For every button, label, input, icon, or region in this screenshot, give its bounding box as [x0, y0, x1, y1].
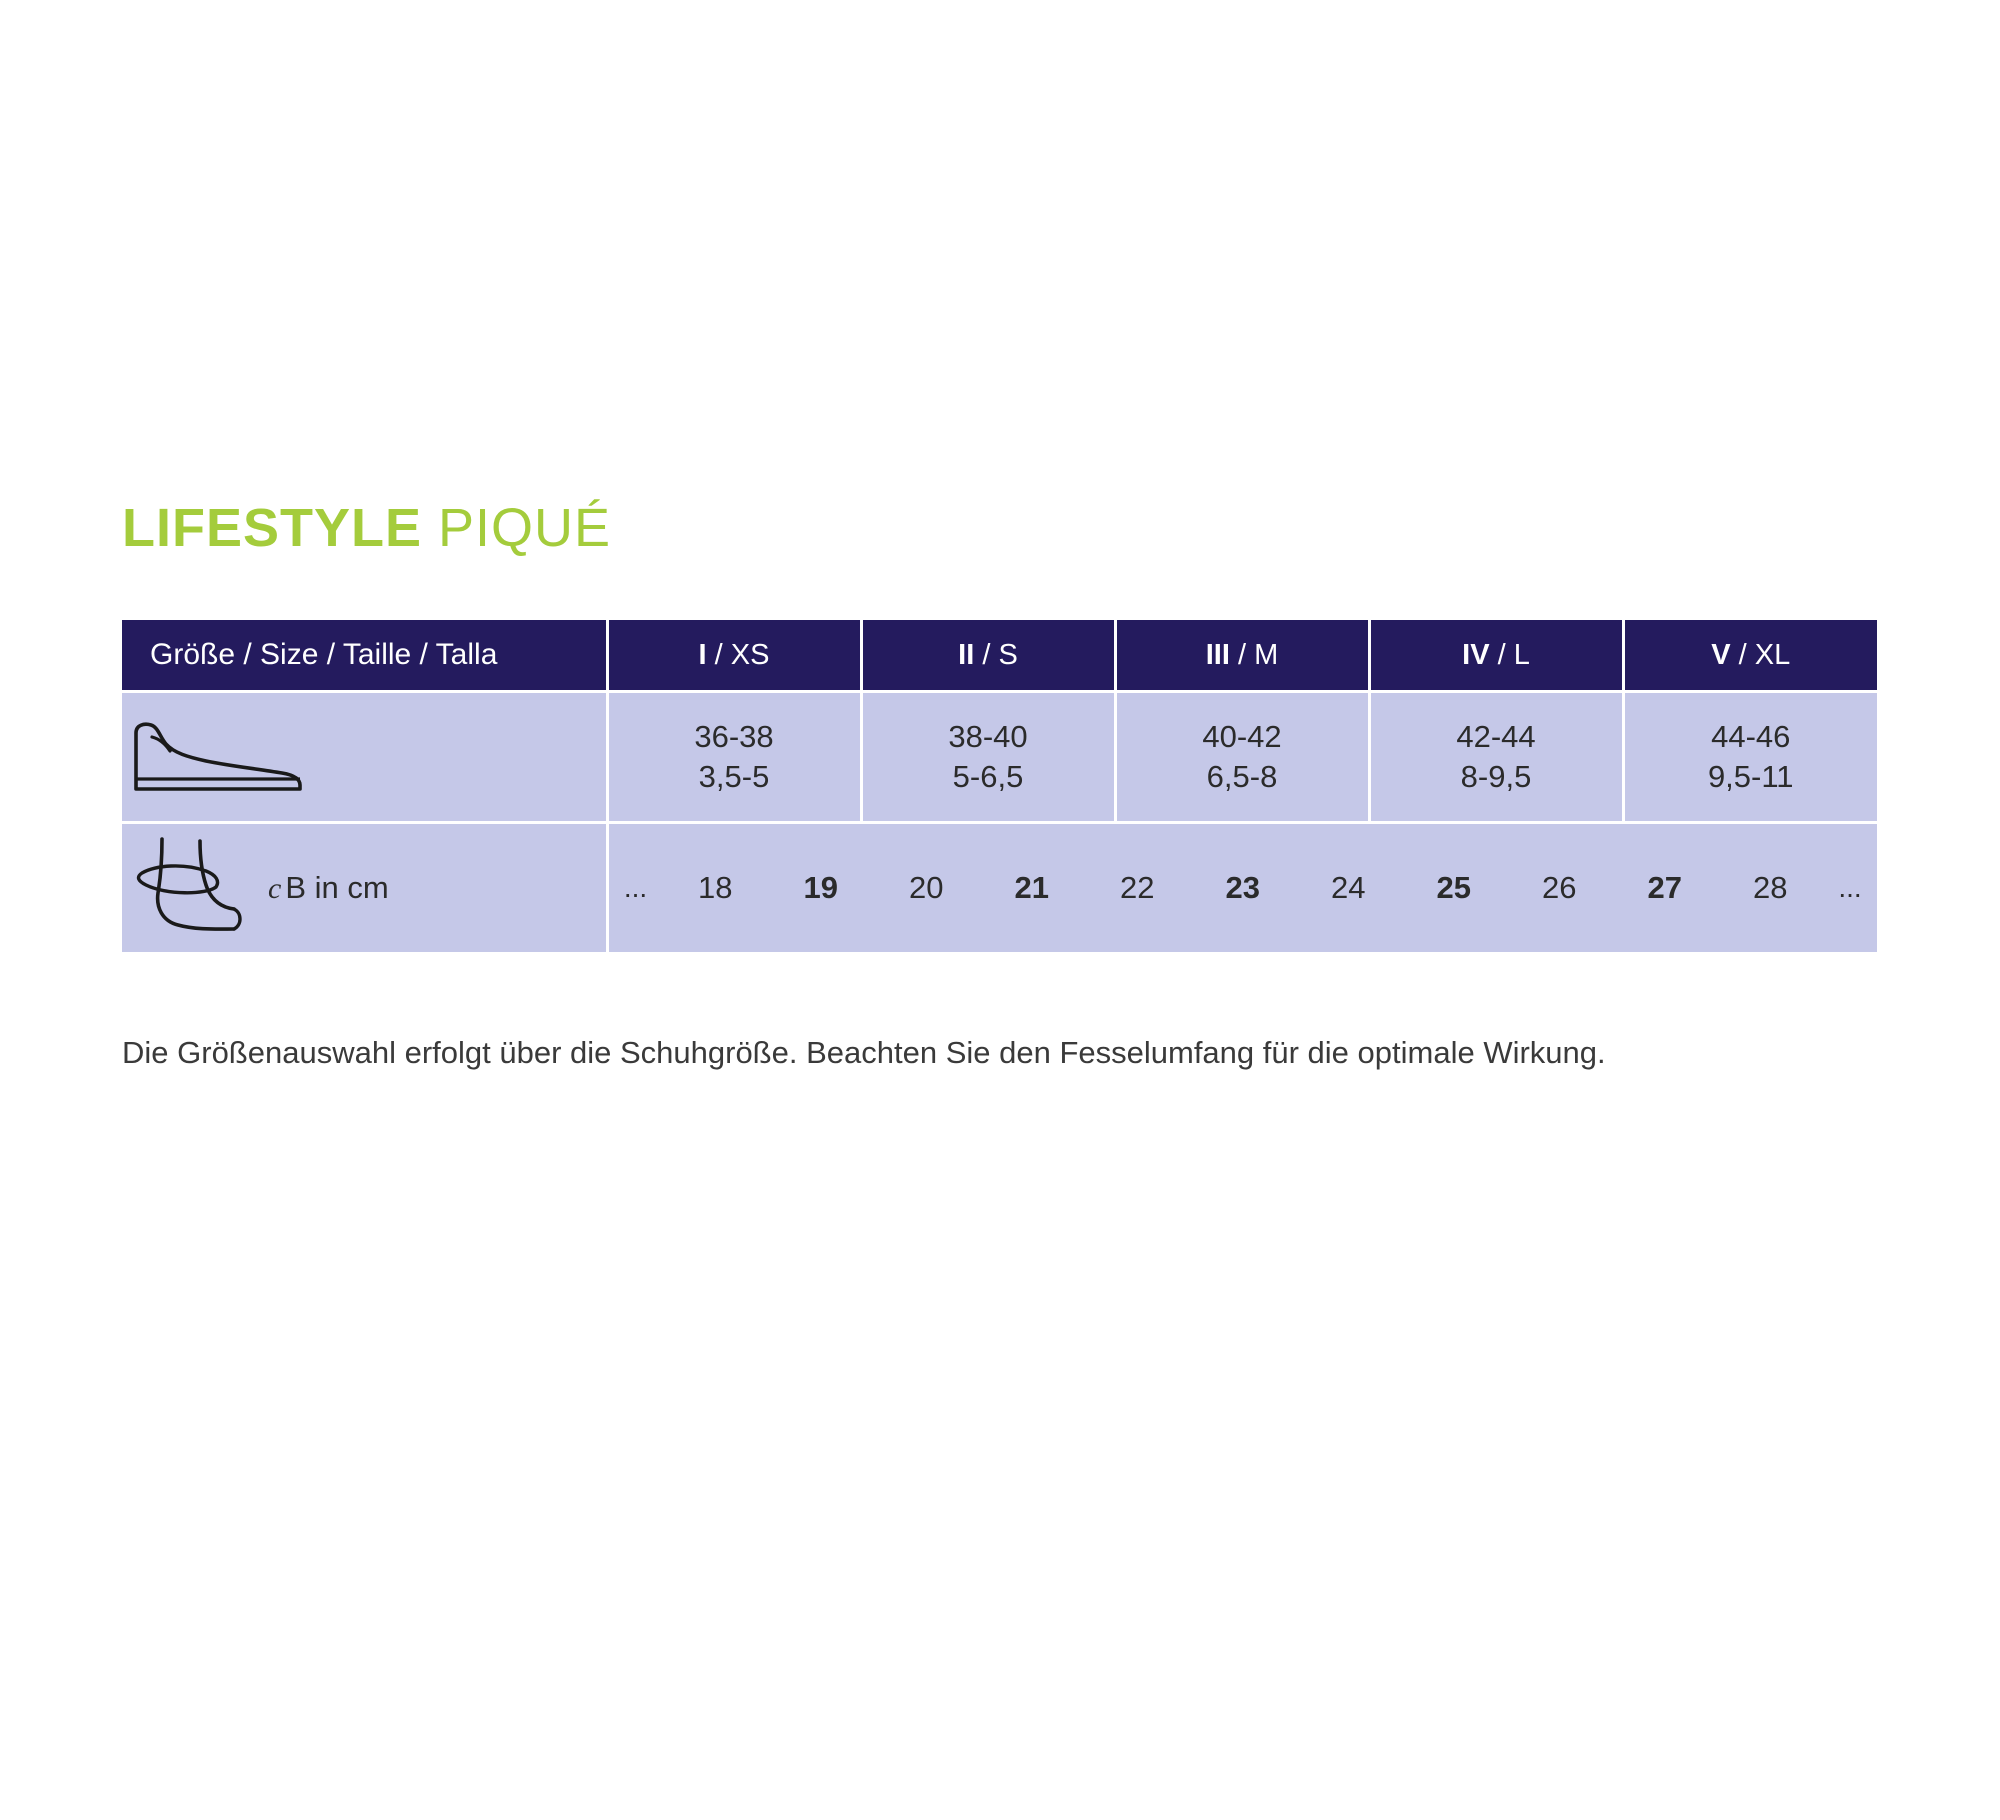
shoe-size-l-eu: 42-44 [1456, 719, 1536, 755]
ankle-scale-cell [607, 823, 1877, 953]
ankle-label [268, 870, 389, 906]
header-size-s [861, 620, 1115, 692]
header-size-s-roman: II [958, 638, 975, 671]
scale-tick-23: 23 [1225, 870, 1260, 905]
scale-tick-24: 24 [1331, 870, 1366, 905]
shoe-size-xl-uk: 9,5-11 [1707, 759, 1794, 794]
shoe-size-xs-eu: 36-38 [694, 719, 774, 755]
footnote-text: Die Größenauswahl erfolgt über die Schuhgröße. Beachten Sie den Fesselumfang für die optimale Wirkung. [122, 1035, 1606, 1070]
scale-tick-28: 28 [1753, 870, 1788, 905]
shoe-size-m-uk: 6,5-8 [1206, 759, 1278, 794]
header-size-s-letter: / S [982, 638, 1018, 671]
scale-tick-26: 26 [1542, 870, 1577, 905]
shoe-size-xl [1623, 692, 1877, 823]
scale-tick-19: 19 [803, 870, 838, 905]
header-size-xs-roman: I [698, 638, 707, 671]
shoe-icon [122, 711, 312, 803]
ankle-label-text: B in cm [285, 870, 389, 905]
header-size-xl [1623, 620, 1877, 692]
shoe-size-xs [607, 692, 861, 823]
header-size-l [1369, 620, 1623, 692]
table-header-row [122, 620, 1877, 692]
scale-tick-end-ellipsis: ... [1838, 872, 1862, 903]
shoe-icon-cell [122, 692, 607, 823]
shoe-size-s-eu: 38-40 [948, 719, 1028, 755]
shoe-size-xl-eu: 44-46 [1711, 719, 1791, 755]
header-size-label: Größe / Size / Taille / Talla [122, 620, 607, 692]
shoe-size-l [1369, 692, 1623, 823]
page-title-light: PIQUÉ [438, 498, 612, 558]
scale-tick-20: 20 [909, 870, 944, 905]
header-size-m-letter: / M [1237, 638, 1279, 671]
shoe-size-s [861, 692, 1115, 823]
size-table [122, 620, 1877, 952]
table-row-ankle-circumference [122, 823, 1877, 953]
shoe-size-m [1115, 692, 1369, 823]
shoe-size-m-eu: 40-42 [1202, 719, 1282, 755]
scale-tick-18: 18 [698, 870, 733, 905]
header-size-m-roman: III [1205, 638, 1230, 671]
ankle-symbol: c [268, 872, 282, 905]
scale-tick-21: 21 [1014, 870, 1049, 905]
scale-tick-25: 25 [1436, 870, 1471, 905]
shoe-size-xs-uk: 3,5-5 [698, 759, 770, 794]
header-size-xl-letter: / XL [1738, 638, 1791, 671]
shoe-size-l-uk: 8-9,5 [1460, 759, 1532, 794]
header-size-l-roman: IV [1462, 638, 1490, 671]
page-title [122, 497, 611, 559]
header-size-xs-letter: / XS [714, 638, 770, 671]
header-size-xs [607, 620, 861, 692]
ankle-icon [122, 829, 252, 947]
ankle-scale [609, 824, 1878, 952]
scale-tick-22: 22 [1120, 870, 1155, 905]
page-title-bold: LIFESTYLE [122, 498, 423, 558]
header-size-m [1115, 620, 1369, 692]
scale-tick-27: 27 [1647, 870, 1682, 905]
header-size-xl-roman: V [1711, 638, 1731, 671]
table-row-shoe-size [122, 692, 1877, 823]
scale-tick-start-ellipsis: ... [623, 872, 648, 903]
header-size-l-letter: / L [1497, 638, 1530, 671]
shoe-size-s-uk: 5-6,5 [952, 759, 1024, 794]
ankle-icon-cell [122, 823, 607, 953]
